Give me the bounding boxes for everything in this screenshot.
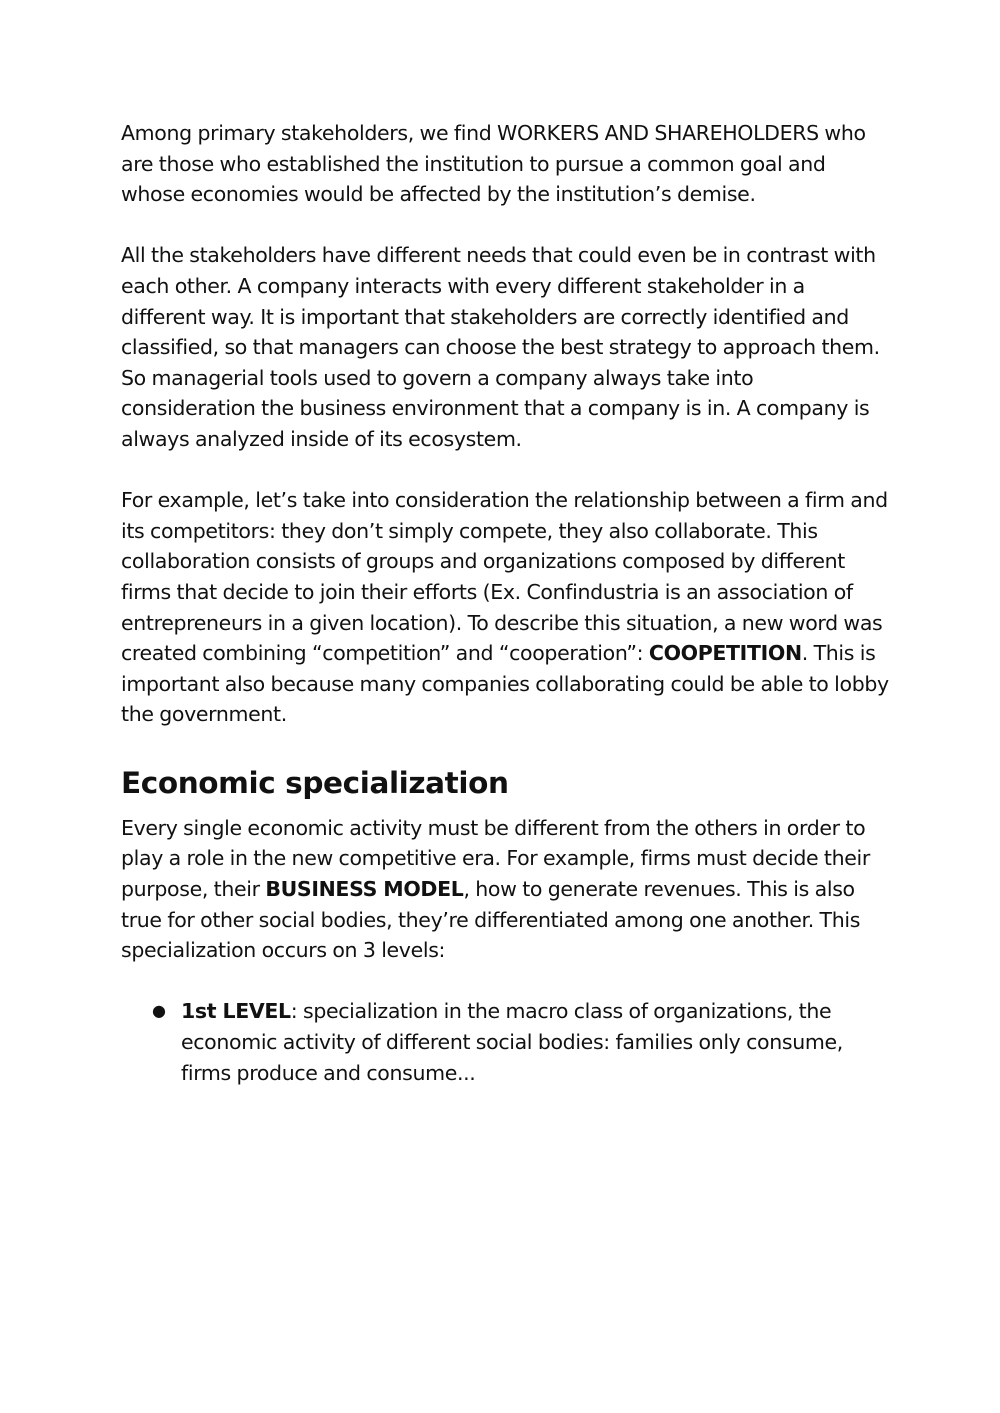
coopetition-term: COOPETITION: [648, 641, 802, 666]
levels-list: [121, 996, 891, 1088]
paragraph-specialization-intro: [121, 813, 891, 966]
paragraph-stakeholder-needs: [121, 240, 891, 454]
paragraph-coopetition: [121, 485, 891, 730]
bullet-icon: ●: [152, 1001, 166, 1021]
paragraph-text: , how to generate revenues. This is also true for other social bodies, they’re differentiated among one another. This specialization occurs on 3 levels:: [121, 877, 861, 963]
business-model-term: BUSINESS MODEL: [265, 877, 464, 902]
section-heading: Economic specialization: [121, 765, 509, 800]
paragraph-text: . This is important also because many companies collaborating could be able to lobby the government.: [121, 641, 889, 727]
paragraph-text: Among primary stakeholders, we find WORKERS AND SHAREHOLDERS who are those who established the institution to pursue a common goal and whose economies would be affected by the institution’s demise.: [121, 121, 866, 207]
document-page: [121, 118, 891, 1088]
paragraph-primary-stakeholders: [121, 118, 891, 210]
level-text: : specialization in the macro class of organizations, the economic activity of different social bodies: families only consume, firms produce and consume...: [181, 999, 843, 1085]
paragraph-text: All the stakeholders have different needs that could even be in contrast with each other. A company interacts with every different stakeholder in a different way. It is important that stakeholders are correctly identified and classified, so that managers can choose the best strategy to approach them. So managerial tools used to govern a company always take into consideration the business environment that a company is in. A company is always analyzed inside of its ecosystem.: [121, 243, 880, 451]
list-item: [121, 996, 891, 1088]
level-label: 1st LEVEL: [181, 999, 291, 1024]
paragraph-text: Every single economic activity must be different from the others in order to play a role in the new competitive era. For example, firms must decide their purpose, their: [121, 815, 870, 902]
paragraph-text: For example, let’s take into consideration the relationship between a firm and its competitors: they don’t simply compete, they also collaborate. This collaboration consists of groups and organizations composed by different firms that decide to join their efforts (Ex. Confindustria is an association of entrepreneurs in a given location). To describe this situation, a new word was created combining “competition” and “cooperation”:: [121, 488, 888, 666]
